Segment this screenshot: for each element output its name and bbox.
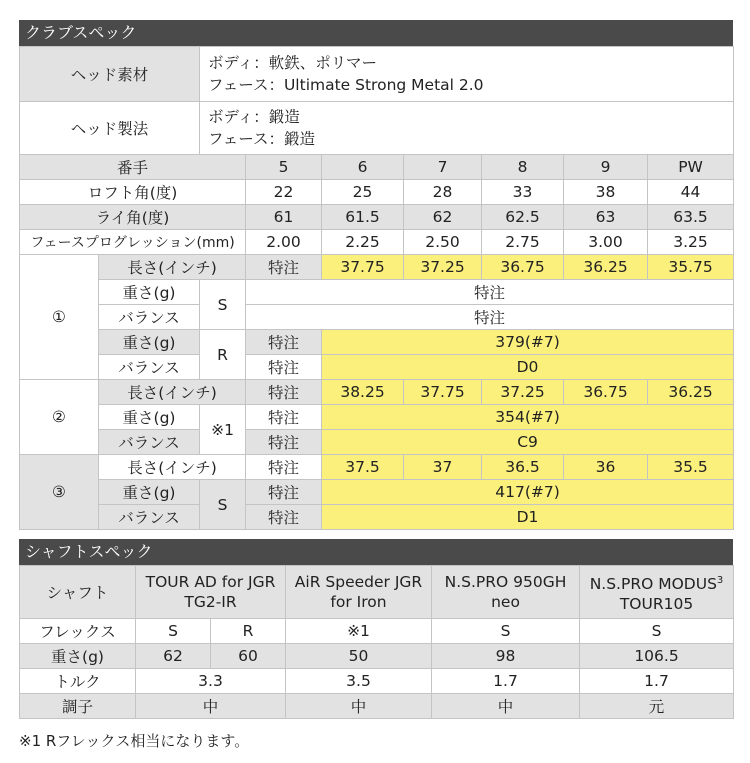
g1-r-weight-label: 重さ(g) — [99, 330, 200, 355]
g2-flex: ※1 — [200, 405, 246, 455]
g3-length-cell: 35.5 — [648, 455, 734, 480]
shaft-kick-cell: 中 — [286, 694, 432, 719]
loft-cell: 25 — [322, 180, 404, 205]
shaft-name-sup: 3 — [716, 574, 724, 586]
shaft-weight-cell: 50 — [286, 644, 432, 669]
g1-r-balance-value: D0 — [322, 355, 734, 380]
shaft-kick-cell: 中 — [432, 694, 580, 719]
shaft-name-line: N.S.PRO 950GH — [444, 573, 567, 591]
g2-length-tokuchu: 特注 — [246, 380, 322, 405]
head-method-label: ヘッド製法 — [20, 102, 200, 155]
g1-length-tokuchu: 特注 — [246, 255, 322, 280]
g3-balance-tokuchu: 特注 — [246, 505, 322, 530]
g3-balance-row — [20, 505, 734, 530]
g1-s-weight-value: 特注 — [246, 280, 734, 305]
lie-cell: 61 — [246, 205, 322, 230]
g2-balance-row — [20, 430, 734, 455]
g3-flex: S — [200, 480, 246, 530]
g1-flex-r: R — [200, 330, 246, 380]
number-label: 番手 — [20, 155, 246, 180]
g2-length-cell: 36.75 — [564, 380, 648, 405]
g1-length-cell: 37.25 — [404, 255, 482, 280]
loft-row — [20, 180, 734, 205]
shaft-name-line: TOUR105 — [619, 594, 694, 613]
g1-s-weight-label: 重さ(g) — [99, 280, 200, 305]
face-progression-row — [20, 230, 734, 255]
g3-weight-row — [20, 480, 734, 505]
g2-length-cell: 37.25 — [482, 380, 564, 405]
face-progression-cell: 3.00 — [564, 230, 648, 255]
face-progression-cell: 2.75 — [482, 230, 564, 255]
loft-label: ロフト角(度) — [20, 180, 246, 205]
g3-length-cell: 37 — [404, 455, 482, 480]
loft-cell: 38 — [564, 180, 648, 205]
shaft-flex-cell: S — [580, 619, 734, 644]
g3-weight-tokuchu: 特注 — [246, 480, 322, 505]
g1-r-balance-label: バランス — [99, 355, 200, 380]
loft-cell: 22 — [246, 180, 322, 205]
g1-s-weight-row — [20, 280, 734, 305]
loft-cell: 28 — [404, 180, 482, 205]
head-method-line: ボディ：鍛造 — [208, 108, 300, 126]
lie-cell: 61.5 — [322, 205, 404, 230]
g1-length-cell: 37.75 — [322, 255, 404, 280]
g2-weight-label: 重さ(g) — [99, 405, 200, 430]
g2-balance-tokuchu: 特注 — [246, 430, 322, 455]
g3-length-label: 長さ(インチ) — [99, 455, 246, 480]
g2-balance-label: バランス — [99, 430, 200, 455]
g3-length-row — [20, 455, 734, 480]
g3-weight-value: 417(#7) — [322, 480, 734, 505]
shaft-kick-cell: 元 — [580, 694, 734, 719]
shaft-torque-cell: 1.7 — [580, 669, 734, 694]
g3-length-cell: 36 — [564, 455, 648, 480]
g2-length-cell: 36.25 — [648, 380, 734, 405]
shaft-name-line: TOUR AD for JGR — [145, 573, 276, 591]
loft-cell: 44 — [648, 180, 734, 205]
lie-row — [20, 205, 734, 230]
number-cell: 7 — [404, 155, 482, 180]
g3-marker: ③ — [20, 455, 99, 530]
shaft-weight-cell: 62 — [136, 644, 211, 669]
lie-cell: 63 — [564, 205, 648, 230]
shaft-flex-cell: S — [432, 619, 580, 644]
shaft-flex-cell: R — [211, 619, 286, 644]
shaft-name-row — [20, 566, 734, 619]
shaft-flex-cell: S — [136, 619, 211, 644]
shaft-torque-cell: 1.7 — [432, 669, 580, 694]
g2-length-cell: 38.25 — [322, 380, 404, 405]
number-cell: 8 — [482, 155, 564, 180]
g1-length-cell: 35.75 — [648, 255, 734, 280]
g1-s-balance-value: 特注 — [246, 305, 734, 330]
shaft-flex-row — [20, 619, 734, 644]
g3-length-cell: 37.5 — [322, 455, 404, 480]
g2-length-cell: 37.75 — [404, 380, 482, 405]
g2-weight-tokuchu: 特注 — [246, 405, 322, 430]
g2-marker: ② — [20, 380, 99, 455]
g3-weight-label: 重さ(g) — [99, 480, 200, 505]
lie-cell: 63.5 — [648, 205, 734, 230]
shaft-flex-label: フレックス — [20, 619, 136, 644]
loft-cell: 33 — [482, 180, 564, 205]
g1-length-label: 長さ(インチ) — [99, 255, 246, 280]
g3-balance-label: バランス — [99, 505, 200, 530]
g1-s-balance-label: バランス — [99, 305, 200, 330]
number-cell: 6 — [322, 155, 404, 180]
shaft-name-line: N.S.PRO MODUS — [589, 574, 717, 593]
g1-r-balance-row — [20, 355, 734, 380]
shaft-spec-table — [19, 565, 734, 719]
g1-r-balance-tokuchu: 特注 — [246, 355, 322, 380]
shaft-torque-row — [20, 669, 734, 694]
shaft-weight-row — [20, 644, 734, 669]
g1-length-cell: 36.25 — [564, 255, 648, 280]
g2-length-row — [20, 380, 734, 405]
g1-r-weight-value: 379(#7) — [322, 330, 734, 355]
g1-length-cell: 36.75 — [482, 255, 564, 280]
face-progression-cell: 3.25 — [648, 230, 734, 255]
g2-weight-row — [20, 405, 734, 430]
head-material-line: ボディ：軟鉄、ポリマー — [208, 54, 377, 72]
shaft-weight-cell: 98 — [432, 644, 580, 669]
shaft-spec-title: シャフトスペック — [19, 539, 733, 565]
number-cell: 9 — [564, 155, 648, 180]
club-spec-title: クラブスペック — [19, 20, 733, 46]
number-cell: 5 — [246, 155, 322, 180]
g2-balance-value: C9 — [322, 430, 734, 455]
g1-length-row — [20, 255, 734, 280]
shaft-header-label: シャフト — [20, 566, 136, 619]
shaft-name-line: neo — [491, 593, 520, 611]
shaft-torque-label: トルク — [20, 669, 136, 694]
shaft-torque-cell: 3.3 — [136, 669, 286, 694]
face-progression-cell: 2.00 — [246, 230, 322, 255]
club-spec-table — [19, 46, 734, 530]
face-progression-cell: 2.50 — [404, 230, 482, 255]
shaft-name-line: AiR Speeder JGR — [294, 573, 423, 591]
g1-marker: ① — [20, 255, 99, 380]
g3-length-cell: 36.5 — [482, 455, 564, 480]
g2-weight-value: 354(#7) — [322, 405, 734, 430]
shaft-flex-cell: ※1 — [286, 619, 432, 644]
lie-label: ライ角(度) — [20, 205, 246, 230]
g1-flex-s: S — [200, 280, 246, 330]
shaft-kick-cell: 中 — [136, 694, 286, 719]
g3-balance-value: D1 — [322, 505, 734, 530]
lie-cell: 62 — [404, 205, 482, 230]
g3-length-tokuchu: 特注 — [246, 455, 322, 480]
head-method-row — [20, 102, 734, 155]
number-cell: PW — [648, 155, 734, 180]
face-progression-label: フェースプログレッション(mm) — [20, 230, 246, 255]
head-material-line: フェース：Ultimate Strong Metal 2.0 — [208, 76, 484, 94]
shaft-weight-cell: 106.5 — [580, 644, 734, 669]
g1-s-balance-row — [20, 305, 734, 330]
head-material-row — [20, 47, 734, 102]
shaft-torque-cell: 3.5 — [286, 669, 432, 694]
shaft-weight-label: 重さ(g) — [20, 644, 136, 669]
number-row — [20, 155, 734, 180]
shaft-weight-cell: 60 — [211, 644, 286, 669]
g1-r-weight-tokuchu: 特注 — [246, 330, 322, 355]
shaft-kick-label: 調子 — [20, 694, 136, 719]
lie-cell: 62.5 — [482, 205, 564, 230]
shaft-name-line: TG2-IR — [184, 593, 237, 611]
g1-r-weight-row — [20, 330, 734, 355]
head-material-label: ヘッド素材 — [20, 47, 200, 102]
g2-length-label: 長さ(インチ) — [99, 380, 246, 405]
footnote: ※1 Rフレックス相当になります。 — [19, 732, 250, 750]
head-method-line: フェース：鍛造 — [208, 130, 315, 148]
face-progression-cell: 2.25 — [322, 230, 404, 255]
shaft-name-line: for Iron — [330, 593, 387, 611]
shaft-kick-row — [20, 694, 734, 719]
